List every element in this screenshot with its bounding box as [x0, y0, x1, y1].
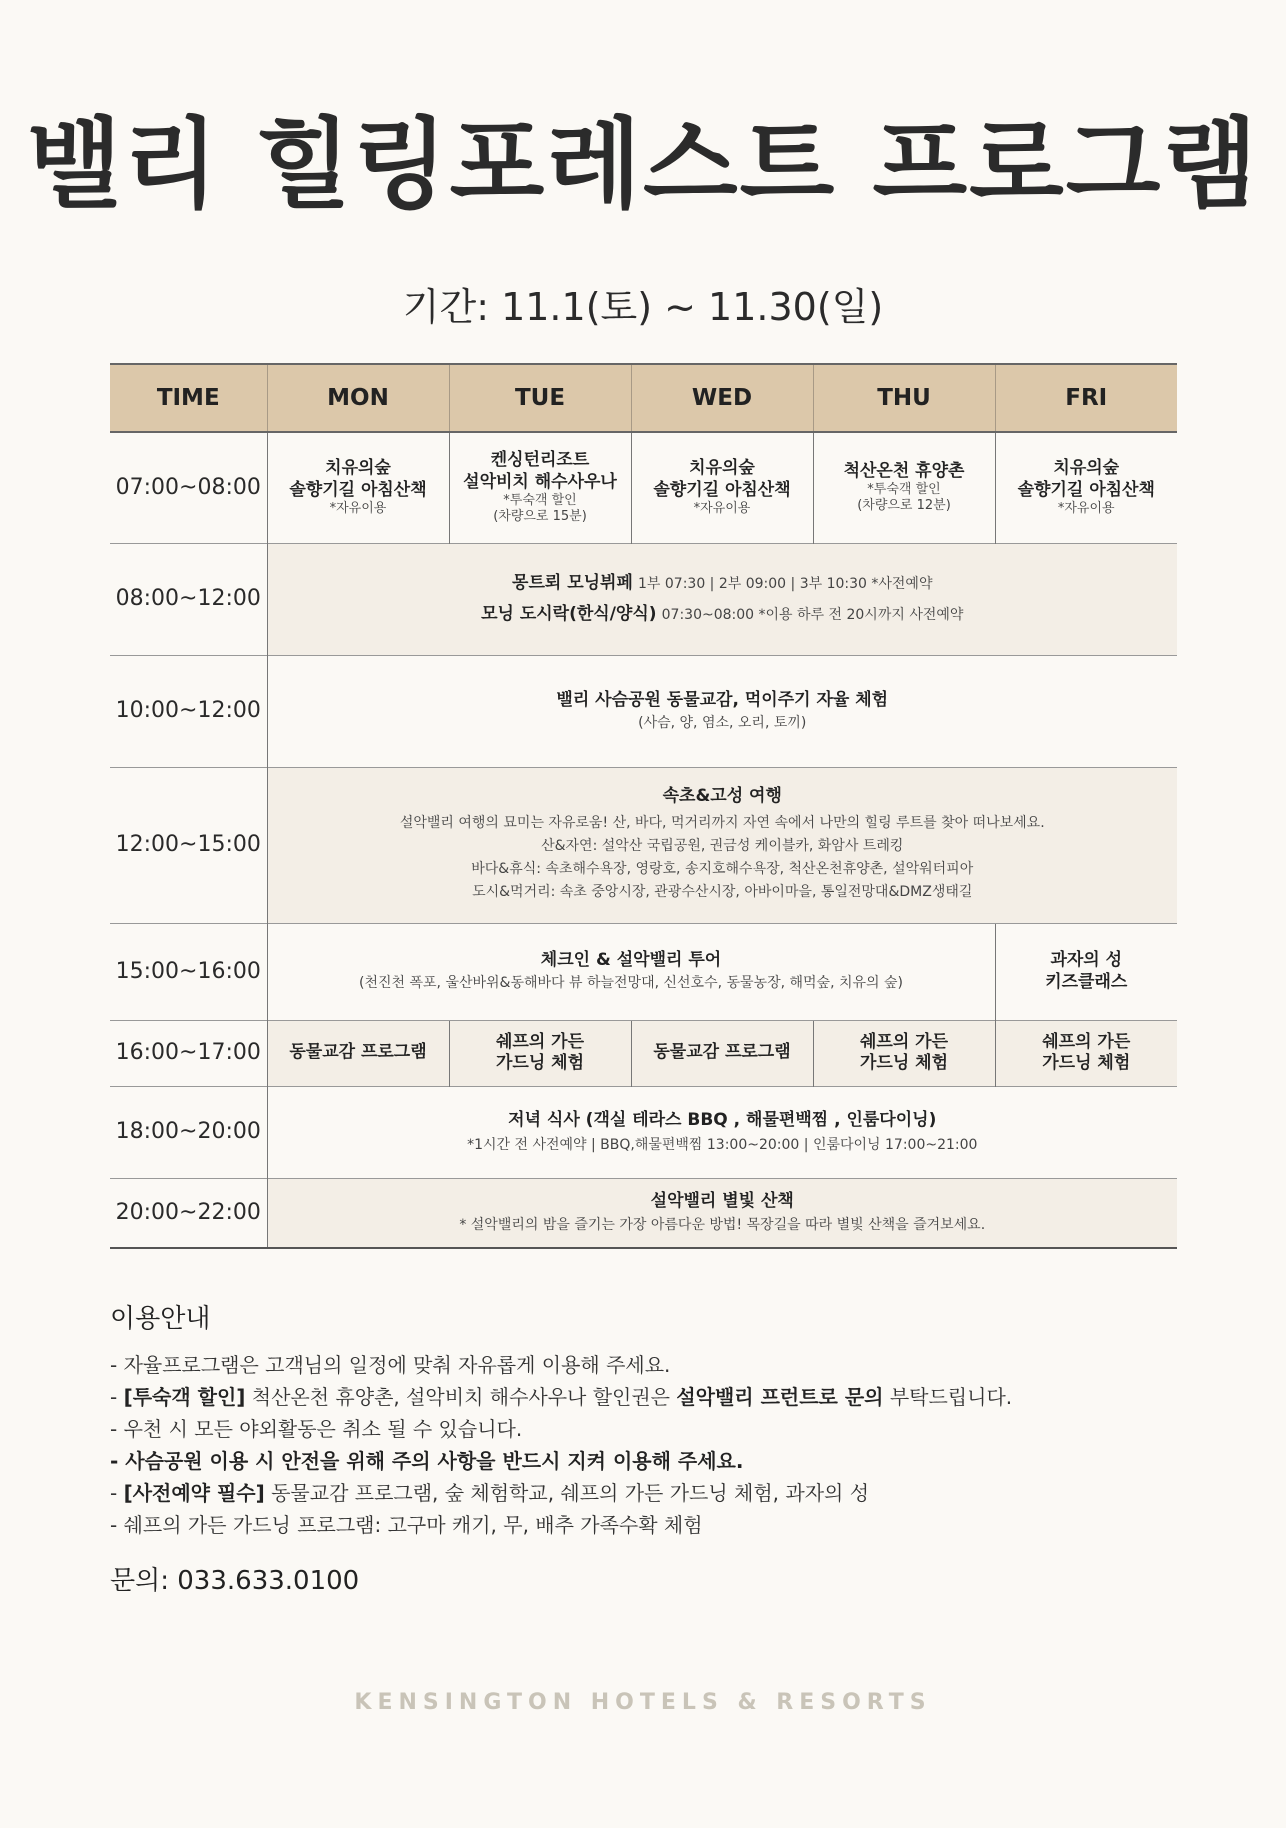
activity-note: *자유이용 — [329, 500, 387, 516]
table-row — [110, 1178, 1177, 1248]
guide-line — [110, 1381, 1177, 1413]
activity-name: 쉐프의 가든 — [495, 1031, 585, 1052]
activity-name: 켄싱턴리조트 — [490, 450, 590, 471]
guide-text: - — [110, 1481, 124, 1505]
cell-dinner — [267, 1086, 1177, 1178]
activity-name: 쉐프의 가든 — [1042, 1031, 1131, 1052]
time-cell: 15:00~16:00 — [110, 923, 267, 1020]
lunchbox-note: 07:30~08:00 *이용 하루 전 20시까지 사전예약 — [661, 607, 964, 623]
cell-fri-kids-class — [995, 923, 1177, 1020]
table-row — [110, 543, 1177, 655]
sokcho-trip-desc: 설악밸리 여행의 묘미는 자유로움! 산, 바다, 먹거리까지 자연 속에서 나만의 힐링 루트를 찾아 떠나보세요. — [399, 814, 1045, 831]
time-cell: 10:00~12:00 — [110, 655, 267, 767]
activity-note: (차량으로 12분) — [857, 498, 951, 514]
lunchbox-title: 모닝 도시락(한식/양식) — [481, 604, 657, 624]
brand-footer: KENSINGTON HOTELS & RESORTS — [354, 1690, 932, 1715]
dinner-title: 저녁 식사 (객실 테라스 BBQ , 해물편백찜 , 인룸다이닝) — [508, 1109, 937, 1130]
sokcho-trip-nature: 산&자연: 설악산 국립공원, 권금성 케이블카, 화암사 트레킹 — [541, 837, 904, 854]
activity-name: 척산온천 휴양촌 — [843, 460, 965, 481]
cell-wed-animal-program — [631, 1020, 813, 1086]
activity-name: 가드닝 체험 — [859, 1053, 949, 1073]
activity-note: (차량으로 15분) — [493, 509, 587, 524]
guide-line: - 우천 시 모든 야외활동은 취소 될 수 있습니다. — [110, 1417, 523, 1441]
activity-name: 치유의숲 — [325, 458, 391, 479]
page-title: 밸리 힐링포레스트 프로그램 — [26, 108, 1260, 222]
activity-name: 쉐프의 가든 — [859, 1031, 949, 1052]
guide-text: - — [110, 1385, 124, 1409]
activity-name: 키즈클래스 — [1045, 971, 1128, 992]
activity-name: 솔향기길 아침산책 — [289, 479, 427, 500]
usage-guide — [110, 1298, 1177, 1541]
cell-tue-gardening — [449, 1020, 631, 1086]
sokcho-trip-title: 속초&고성 여행 — [662, 786, 782, 807]
program-period: 기간: 11.1(토) ~ 11.30(일) — [402, 285, 884, 329]
header-thu: THU — [813, 364, 995, 432]
table-row — [110, 923, 1177, 1020]
cell-checkin-tour — [267, 923, 995, 1020]
activity-note: *투숙객 할인 — [867, 482, 941, 498]
header-fri: FRI — [995, 364, 1177, 432]
dinner-note: *1시간 전 사전예약 | BBQ,해물편백찜 13:00~20:00 | 인룸다이닝 17:00~21:00 — [467, 1136, 978, 1153]
checkin-tour-title: 체크인 & 설악밸리 투어 — [540, 950, 722, 971]
cell-tue-sauna — [449, 432, 631, 543]
guide-line-safety: - 사슴공원 이용 시 안전을 위해 주의 사항을 반드시 지켜 이용해 주세요. — [110, 1449, 744, 1473]
guide-emphasis: [투숙객 할인] — [123, 1385, 246, 1409]
time-cell: 07:00~08:00 — [110, 432, 267, 543]
guide-text: 척산온천 휴양촌, 설악비치 해수사우나 할인권은 — [245, 1385, 677, 1409]
cell-fri-gardening — [995, 1020, 1177, 1086]
activity-note: *자유이용 — [1057, 500, 1115, 516]
guide-text: 부탁드립니다. — [883, 1385, 1013, 1409]
checkin-tour-spots: (천진천 폭포, 울산바위&동해바다 뷰 하늘전망대, 신선호수, 동물농장, 해먹숲, 치유의 숲) — [359, 975, 903, 992]
activity-name: 솔향기길 아침산책 — [1017, 479, 1155, 500]
time-cell: 16:00~17:00 — [110, 1020, 267, 1086]
table-row — [110, 767, 1177, 923]
table-row — [110, 1020, 1177, 1086]
activity-name: 치유의숲 — [689, 458, 755, 479]
guide-line — [110, 1477, 1177, 1509]
schedule-table — [110, 363, 1177, 1249]
cell-deer-park — [267, 655, 1177, 767]
guide-emphasis: 설악밸리 프런트로 문의 — [676, 1385, 884, 1409]
cell-breakfast — [267, 543, 1177, 655]
table-row — [110, 655, 1177, 767]
activity-name: 동물교감 프로그램 — [289, 1042, 427, 1063]
activity-note: *투숙객 할인 — [503, 492, 577, 508]
deer-park-animals: (사슴, 양, 염소, 오리, 토끼) — [638, 714, 807, 731]
activity-name: 과자의 성 — [1050, 950, 1123, 971]
guide-text: 동물교감 프로그램, 숲 체험학교, 쉐프의 가든 가드닝 체험, 과자의 성 — [264, 1481, 870, 1505]
activity-name: 가드닝 체험 — [495, 1053, 585, 1073]
cell-mon-forest-walk — [267, 432, 449, 543]
starlight-walk-title: 설악밸리 별빛 산책 — [650, 1191, 794, 1212]
sokcho-trip-city: 도시&먹거리: 속초 중앙시장, 관광수산시장, 아바이마을, 통일전망대&DMZ생태길 — [472, 883, 973, 900]
contact-phone: 문의: 033.633.0100 — [110, 1566, 360, 1596]
activity-name: 솔향기길 아침산책 — [653, 479, 791, 500]
table-row — [110, 1086, 1177, 1178]
cell-mon-animal-program — [267, 1020, 449, 1086]
usage-guide-heading: 이용안내 — [110, 1304, 211, 1334]
breakfast-buffet-times: 1부 07:30 | 2부 09:00 | 3부 10:30 *사전예약 — [638, 575, 933, 592]
header-wed: WED — [631, 364, 813, 432]
activity-name: 치유의숲 — [1053, 458, 1120, 479]
activity-name: 동물교감 프로그램 — [653, 1042, 791, 1063]
time-cell: 12:00~15:00 — [110, 767, 267, 923]
guide-line: - 자율프로그램은 고객님의 일정에 맞춰 자유롭게 이용해 주세요. — [110, 1353, 671, 1377]
cell-sokcho-trip — [267, 767, 1177, 923]
deer-park-title: 밸리 사슴공원 동물교감, 먹이주기 자율 체험 — [556, 689, 889, 710]
cell-wed-forest-walk — [631, 432, 813, 543]
table-row — [110, 432, 1177, 543]
time-cell: 20:00~22:00 — [110, 1178, 267, 1248]
activity-name: 가드닝 체험 — [1042, 1053, 1131, 1073]
cell-fri-forest-walk — [995, 432, 1177, 543]
cell-starlight-walk — [267, 1178, 1177, 1248]
sokcho-trip-sea: 바다&휴식: 속초해수욕장, 영랑호, 송지호해수욕장, 척산온천휴양촌, 설악워터피아 — [471, 860, 974, 877]
cell-thu-gardening — [813, 1020, 995, 1086]
guide-line: - 쉐프의 가든 가드닝 프로그램: 고구마 캐기, 무, 배추 가족수확 체험 — [110, 1513, 703, 1537]
activity-note: *자유이용 — [693, 500, 751, 516]
activity-name: 설악비치 해수사우나 — [463, 471, 617, 492]
starlight-walk-note: * 설악밸리의 밤을 즐기는 가장 아름다운 방법! 목장길을 따라 별빛 산책을 즐겨보세요. — [459, 1216, 986, 1233]
header-tue: TUE — [449, 364, 631, 432]
guide-emphasis: [사전예약 필수] — [123, 1481, 265, 1505]
cell-thu-hot-spring — [813, 432, 995, 543]
header-time: TIME — [110, 364, 267, 432]
breakfast-buffet-title: 몽트뢰 모닝뷔페 — [512, 572, 633, 593]
time-cell: 08:00~12:00 — [110, 543, 267, 655]
header-mon: MON — [267, 364, 449, 432]
table-header-row — [110, 364, 1177, 432]
time-cell: 18:00~20:00 — [110, 1086, 267, 1178]
